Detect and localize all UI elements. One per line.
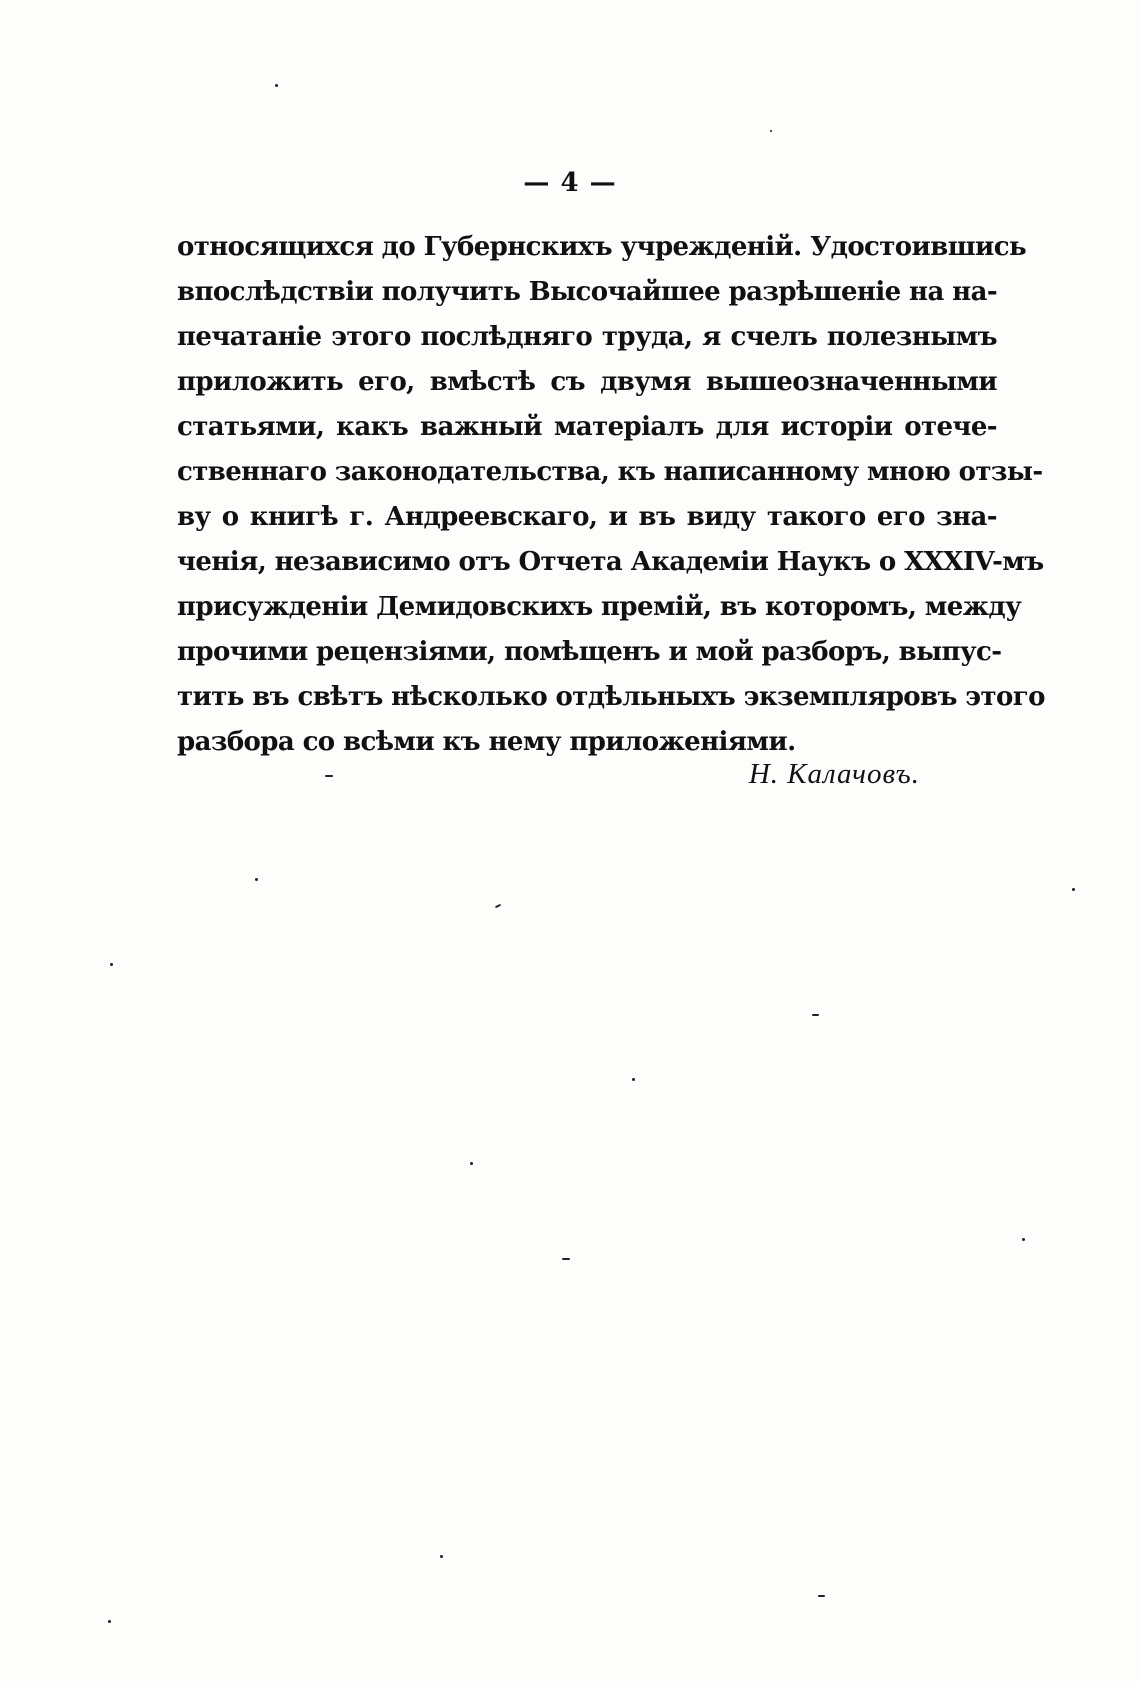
scan-speck xyxy=(632,1078,635,1081)
text-line: приложить его, вмѣстѣ съ двумя вышеозначенными xyxy=(177,367,997,397)
scan-speck xyxy=(812,1014,819,1016)
scan-speck xyxy=(255,878,258,881)
scan-speck xyxy=(440,1555,443,1558)
scan-speck xyxy=(470,1162,473,1165)
text-line: ственнаго законодательства, къ написанному мною отзы- xyxy=(177,457,1043,487)
body-text xyxy=(177,225,1045,765)
page-number: — 4 — xyxy=(523,168,617,198)
text-line: разбора со всѣми къ нему приложеніями. xyxy=(177,727,796,757)
text-line: тить въ свѣтъ нѣсколько отдѣльныхъ экземпляровъ этого xyxy=(177,682,1045,712)
text-line: относящихся до Губернскихъ учрежденій. Удостоившись xyxy=(177,232,1026,262)
scan-speck xyxy=(108,1620,111,1623)
text-line: статьями, какъ важный матеріалъ для исторіи отече- xyxy=(177,412,997,442)
text-line: ву о книгѣ г. Андреевскаго, и въ виду такого его зна- xyxy=(177,502,997,532)
scan-speck xyxy=(1072,888,1075,891)
scan-speck xyxy=(770,130,772,132)
text-line: печатаніе этого послѣдняго труда, я счелъ полезнымъ xyxy=(177,322,997,352)
text-line: прочими рецензіями, помѣщенъ и мой разборъ, выпус- xyxy=(177,637,1002,667)
scan-speck xyxy=(325,775,333,777)
author-signature: Н. Калачовъ. xyxy=(748,758,920,790)
scan-speck xyxy=(1022,1238,1025,1241)
scan-speck xyxy=(495,904,501,908)
scan-speck xyxy=(818,1595,825,1597)
scan-speck xyxy=(110,963,113,966)
scan-speck xyxy=(562,1258,570,1260)
text-line: впослѣдствіи получить Высочайшее разрѣшеніе на на- xyxy=(177,277,998,307)
scan-speck xyxy=(275,84,278,87)
text-line: ченія, независимо отъ Отчета Академіи Наукъ о XXXIV-мъ xyxy=(177,547,1044,577)
text-line: присужденіи Демидовскихъ премій, въ которомъ, между xyxy=(177,592,1022,622)
